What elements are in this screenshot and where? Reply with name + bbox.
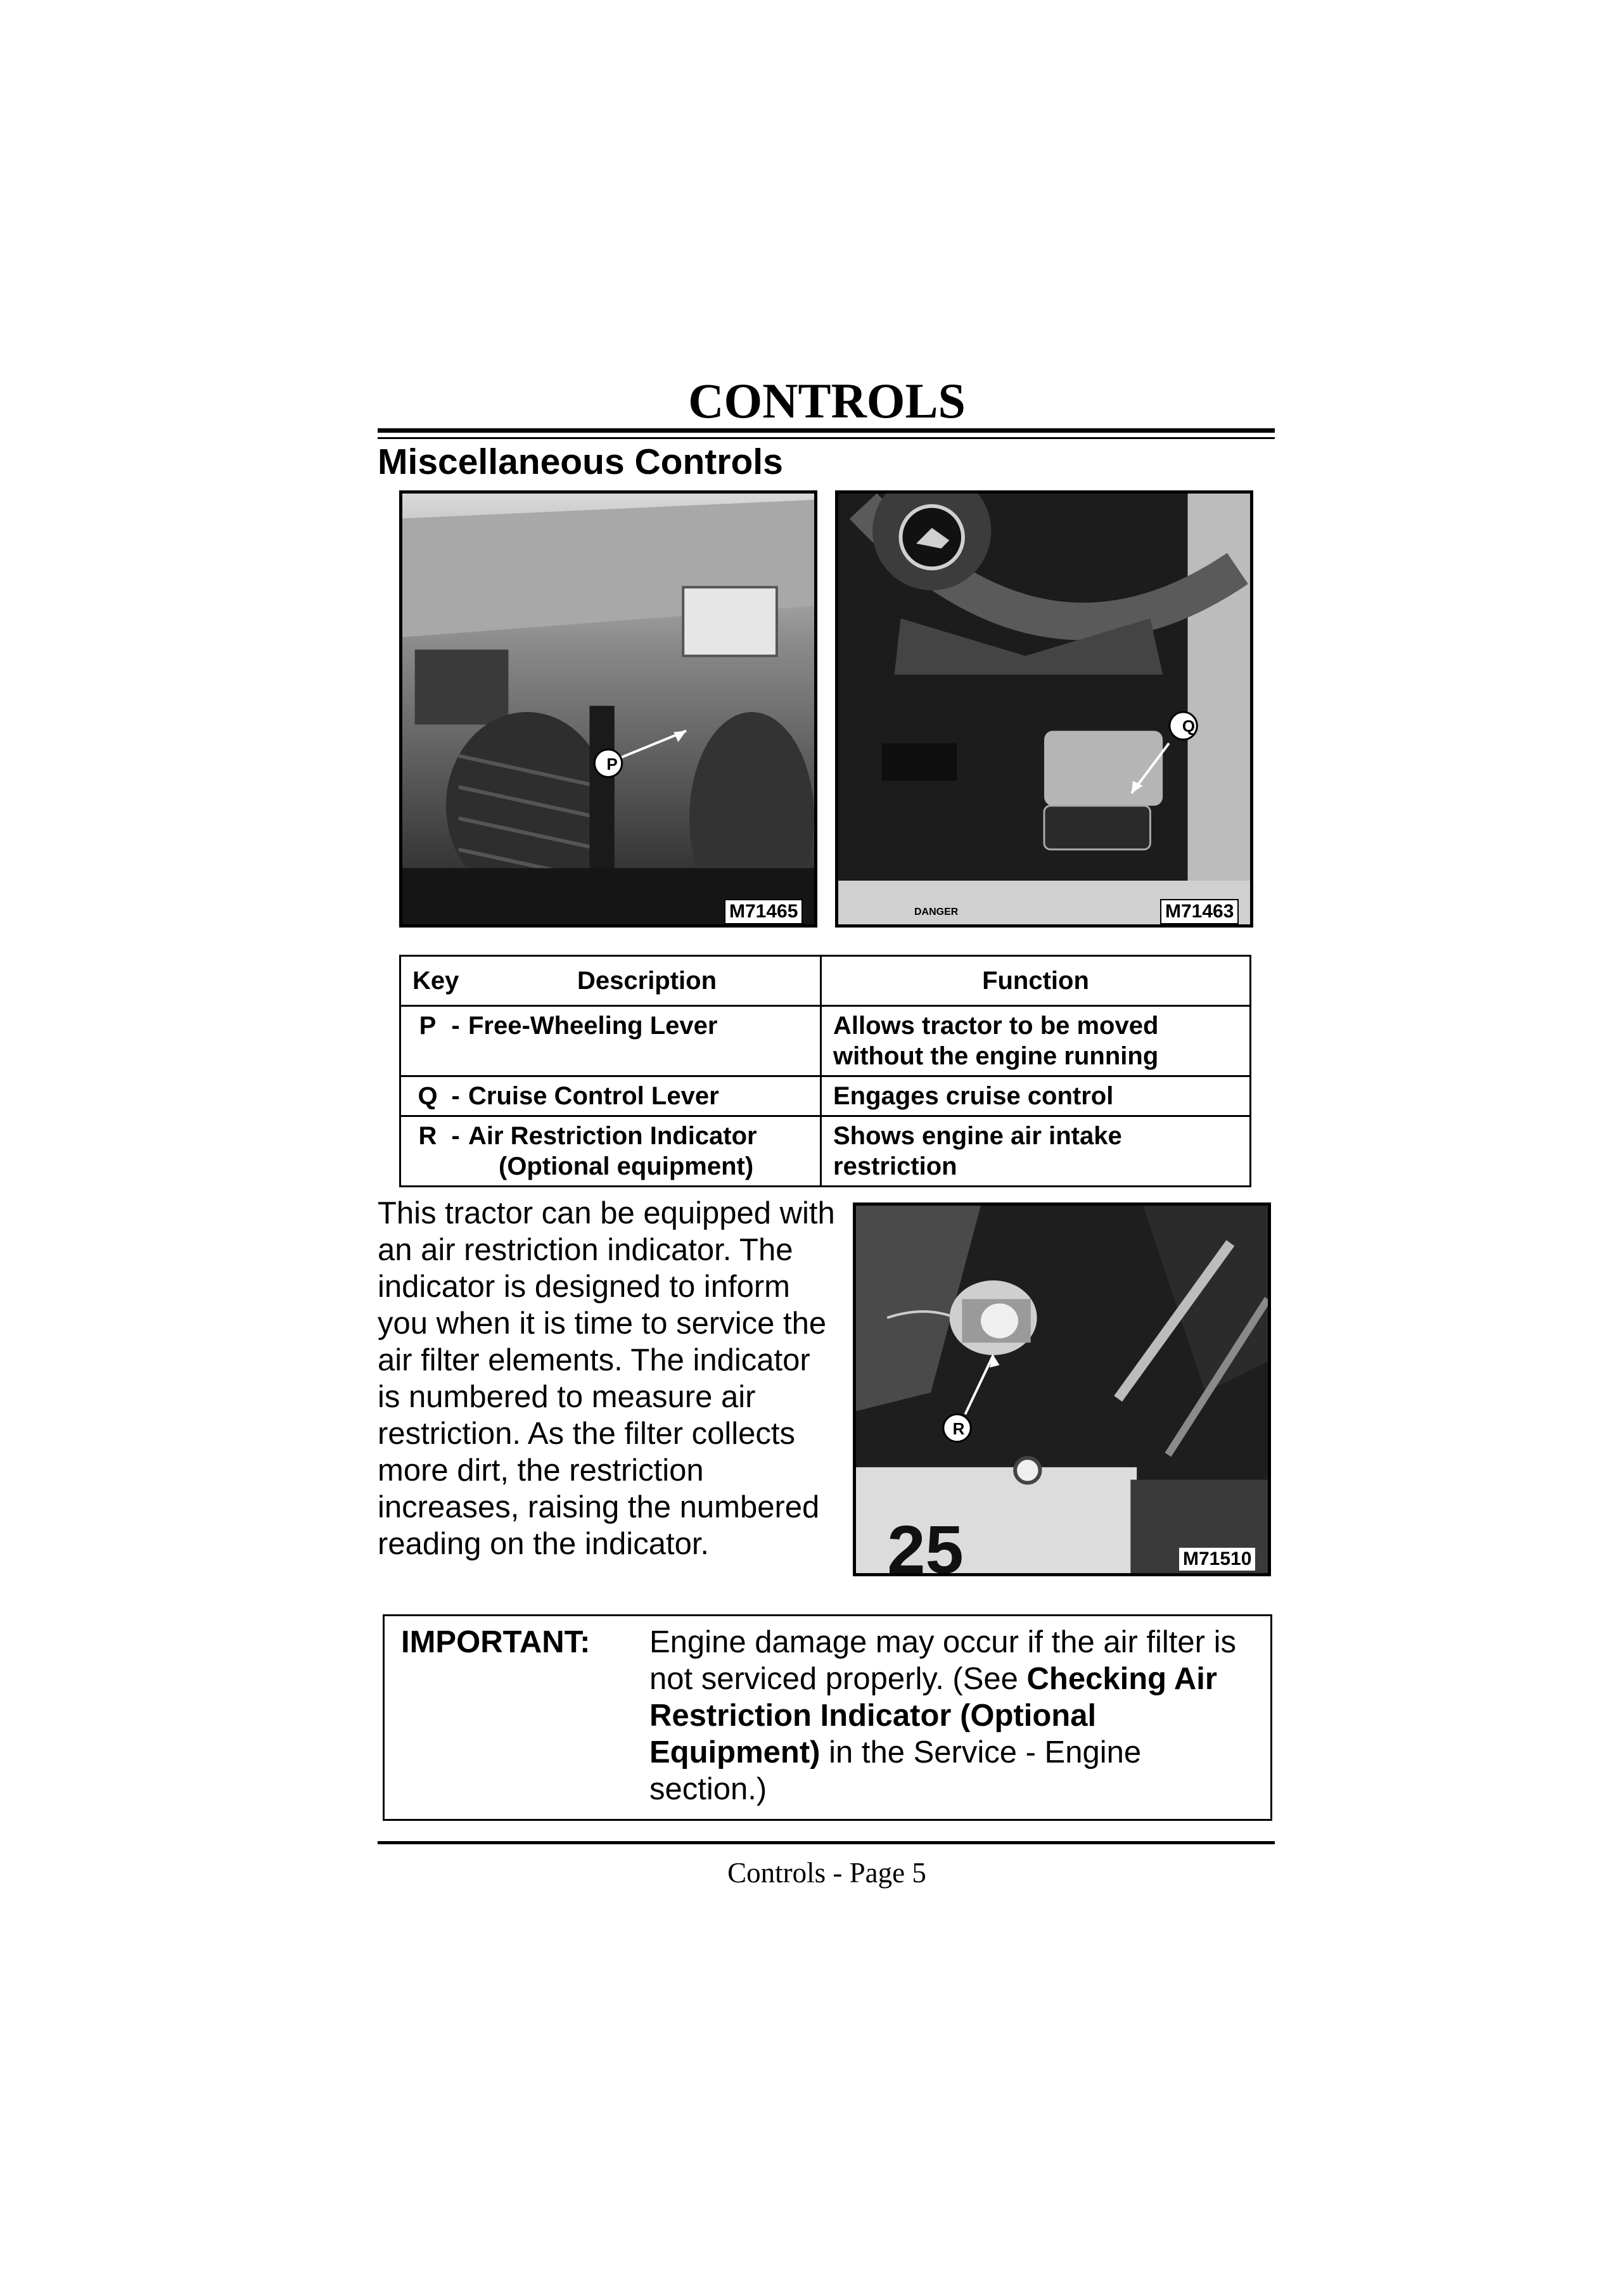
header-key: Key [412,967,459,995]
row-description: Free-Wheeling Lever [468,1012,718,1040]
row-function: Allows tractor to be moved without the engine running [821,1006,1251,1076]
row-r-description-cell [400,1116,821,1187]
title-rule-thick [378,428,1275,433]
row-key: Q [418,1082,438,1110]
photo-air-restriction-indicator [853,1202,1271,1576]
page-title: CONTROLS [688,373,966,428]
important-label: IMPORTANT: [401,1625,591,1659]
row-description: Air Restriction Indicator [468,1122,757,1150]
row-function: Shows engine air intake restriction [821,1116,1251,1187]
danger-decal: DANGER [914,907,959,917]
title-rule-thin [378,437,1275,439]
section-heading: Miscellaneous Controls [378,442,783,482]
row-function: Engages cruise control [821,1076,1251,1116]
photo-id-m71463: M71463 [1160,899,1239,924]
table-header-row [400,956,1251,1006]
table-row [400,1116,1251,1187]
table-header-key-description [400,956,821,1006]
photo-air-restriction-indicator-image [856,1206,1268,1573]
important-text-part2: in the Service - Engine section.) [649,1735,1142,1806]
important-note-box [383,1614,1272,1821]
photo-free-wheeling-lever-image [402,494,814,924]
callout-q: Q [1182,717,1196,736]
callout-r: R [952,1419,965,1438]
table-row [400,1006,1251,1076]
row-p-description-cell [400,1006,821,1076]
page-footer: Controls - Page 5 [727,1857,926,1889]
important-text-part1: Engine damage may occur if the air filter is not serviced properly. (See [649,1625,1236,1696]
row-q-description-cell [400,1076,821,1116]
photo-id-m71510: M71510 [1179,1548,1255,1571]
photo-cruise-control-lever-image [838,494,1250,924]
controls-key-table [399,955,1251,1187]
photo-id-m71465: M71465 [724,899,803,924]
header-description: Description [577,967,717,995]
footer-rule [378,1841,1275,1844]
air-restriction-paragraph: This tractor can be equipped with an air restriction indicator. The indicator is designed to inform you when it is time to service the air filter elements. The indicator is numbered to measure air restriction. As the filter collects more dirt, the restriction increases, raising the numbered reading on the indicator. [378,1196,835,1561]
row-dash: - [451,1122,460,1150]
important-text [649,1624,1251,1808]
header-function: Function [821,956,1251,1006]
row-key: P [419,1012,437,1040]
svg-text:25: 25 [887,1511,964,1573]
table-row [400,1076,1251,1116]
callout-p: P [606,755,618,774]
important-text-bold: Checking Air Restriction Indicator (Optional Equipment) [649,1662,1217,1770]
row-dash: - [451,1082,460,1110]
row-dash: - [451,1012,460,1040]
row-description-line2: (Optional equipment) [499,1152,754,1180]
row-description: Cruise Control Lever [468,1082,719,1110]
photo-free-wheeling-lever [399,490,817,928]
row-key: R [418,1122,437,1150]
photo-cruise-control-lever [835,490,1253,928]
